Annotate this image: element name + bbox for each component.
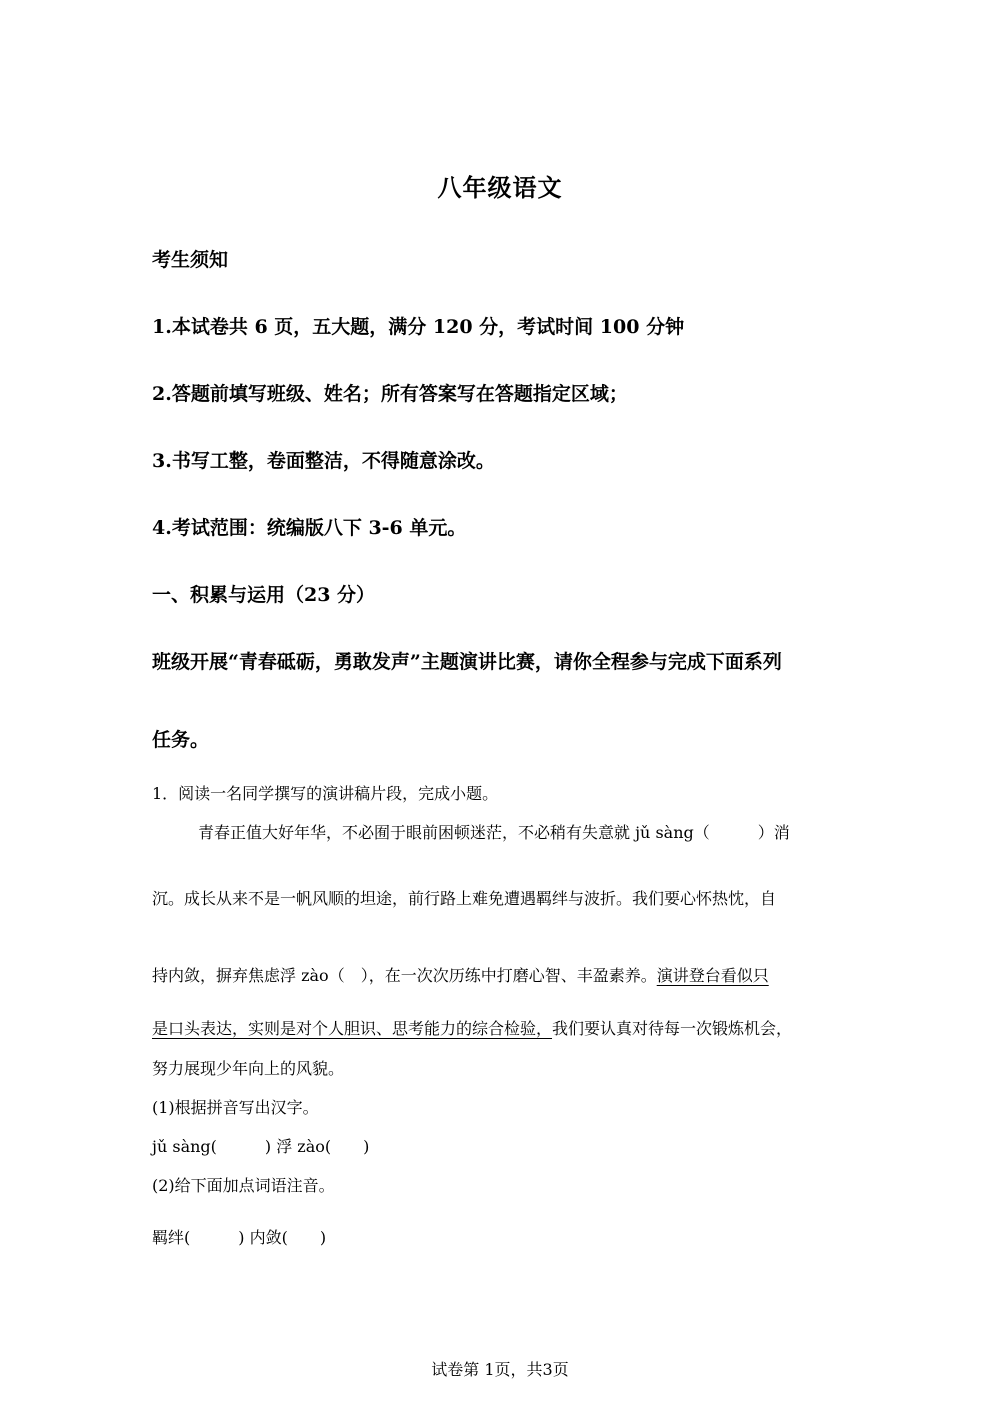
notice-item-1: 1.本试卷共 6 页，五大题，满分 120 分，考试时间 100 分钟: [152, 316, 685, 338]
page-title: 八年级语文: [437, 173, 563, 202]
page-footer: 试卷第 1页，共3页: [431, 1360, 569, 1379]
passage-line-5: 努力展现少年向上的风貌。: [152, 1059, 345, 1078]
passage-line-3-text: 持内敛，摒弃焦虑浮 zào（ ），在一次次历练中打磨心智、丰盈素养。: [152, 966, 657, 985]
passage-line-4-text: 我们要认真对待每一次锻炼机会，: [552, 1019, 793, 1038]
task-intro-line-1: 班级开展“青春砥砺，勇敢发声”主题演讲比赛，请你全程参与完成下面系列: [152, 651, 782, 673]
passage-line-4: [152, 1016, 872, 1039]
notice-heading: 考生须知: [152, 249, 229, 271]
notice-item-2: 2.答题前填写班级、姓名；所有答案写在答题指定区域；: [152, 383, 628, 405]
subquestion-2-answer-line: 羁绊( ) 内敛( ): [152, 1228, 327, 1247]
task-intro-line-2: 任务。: [152, 729, 210, 751]
question-1-prompt: 1．阅读一名同学撰写的演讲稿片段，完成小题。: [152, 784, 499, 803]
notice-item-4: 4.考试范围：统编版八下 3-6 单元。: [152, 517, 467, 539]
section-heading: 一、积累与运用（23 分）: [152, 584, 376, 606]
subquestion-2-prompt: (2)给下面加点词语注音。: [152, 1176, 335, 1195]
passage-line-3: [152, 963, 872, 986]
passage-line-2: 沉。成长从来不是一帆风顺的坦途，前行路上难免遭遇羁绊与波折。我们要心怀热忱，自: [152, 889, 777, 908]
underlined-sentence-part-1: 演讲登台看似只: [656, 966, 769, 985]
passage-line-1: 青春正值大好年华，不必囿于眼前困顿迷茫，不必稍有失意就 jǔ sàng（ ）消: [198, 823, 790, 842]
subquestion-1-answer-line: jǔ sàng( ) 浮 zào( ): [152, 1137, 370, 1156]
notice-item-3: 3.书写工整，卷面整洁，不得随意涂改。: [152, 450, 495, 472]
underlined-sentence-part-2: 是口头表达，实则是对个人胆识、思考能力的综合检验，: [152, 1019, 553, 1038]
subquestion-1-prompt: (1)根据拼音写出汉字。: [152, 1098, 319, 1117]
